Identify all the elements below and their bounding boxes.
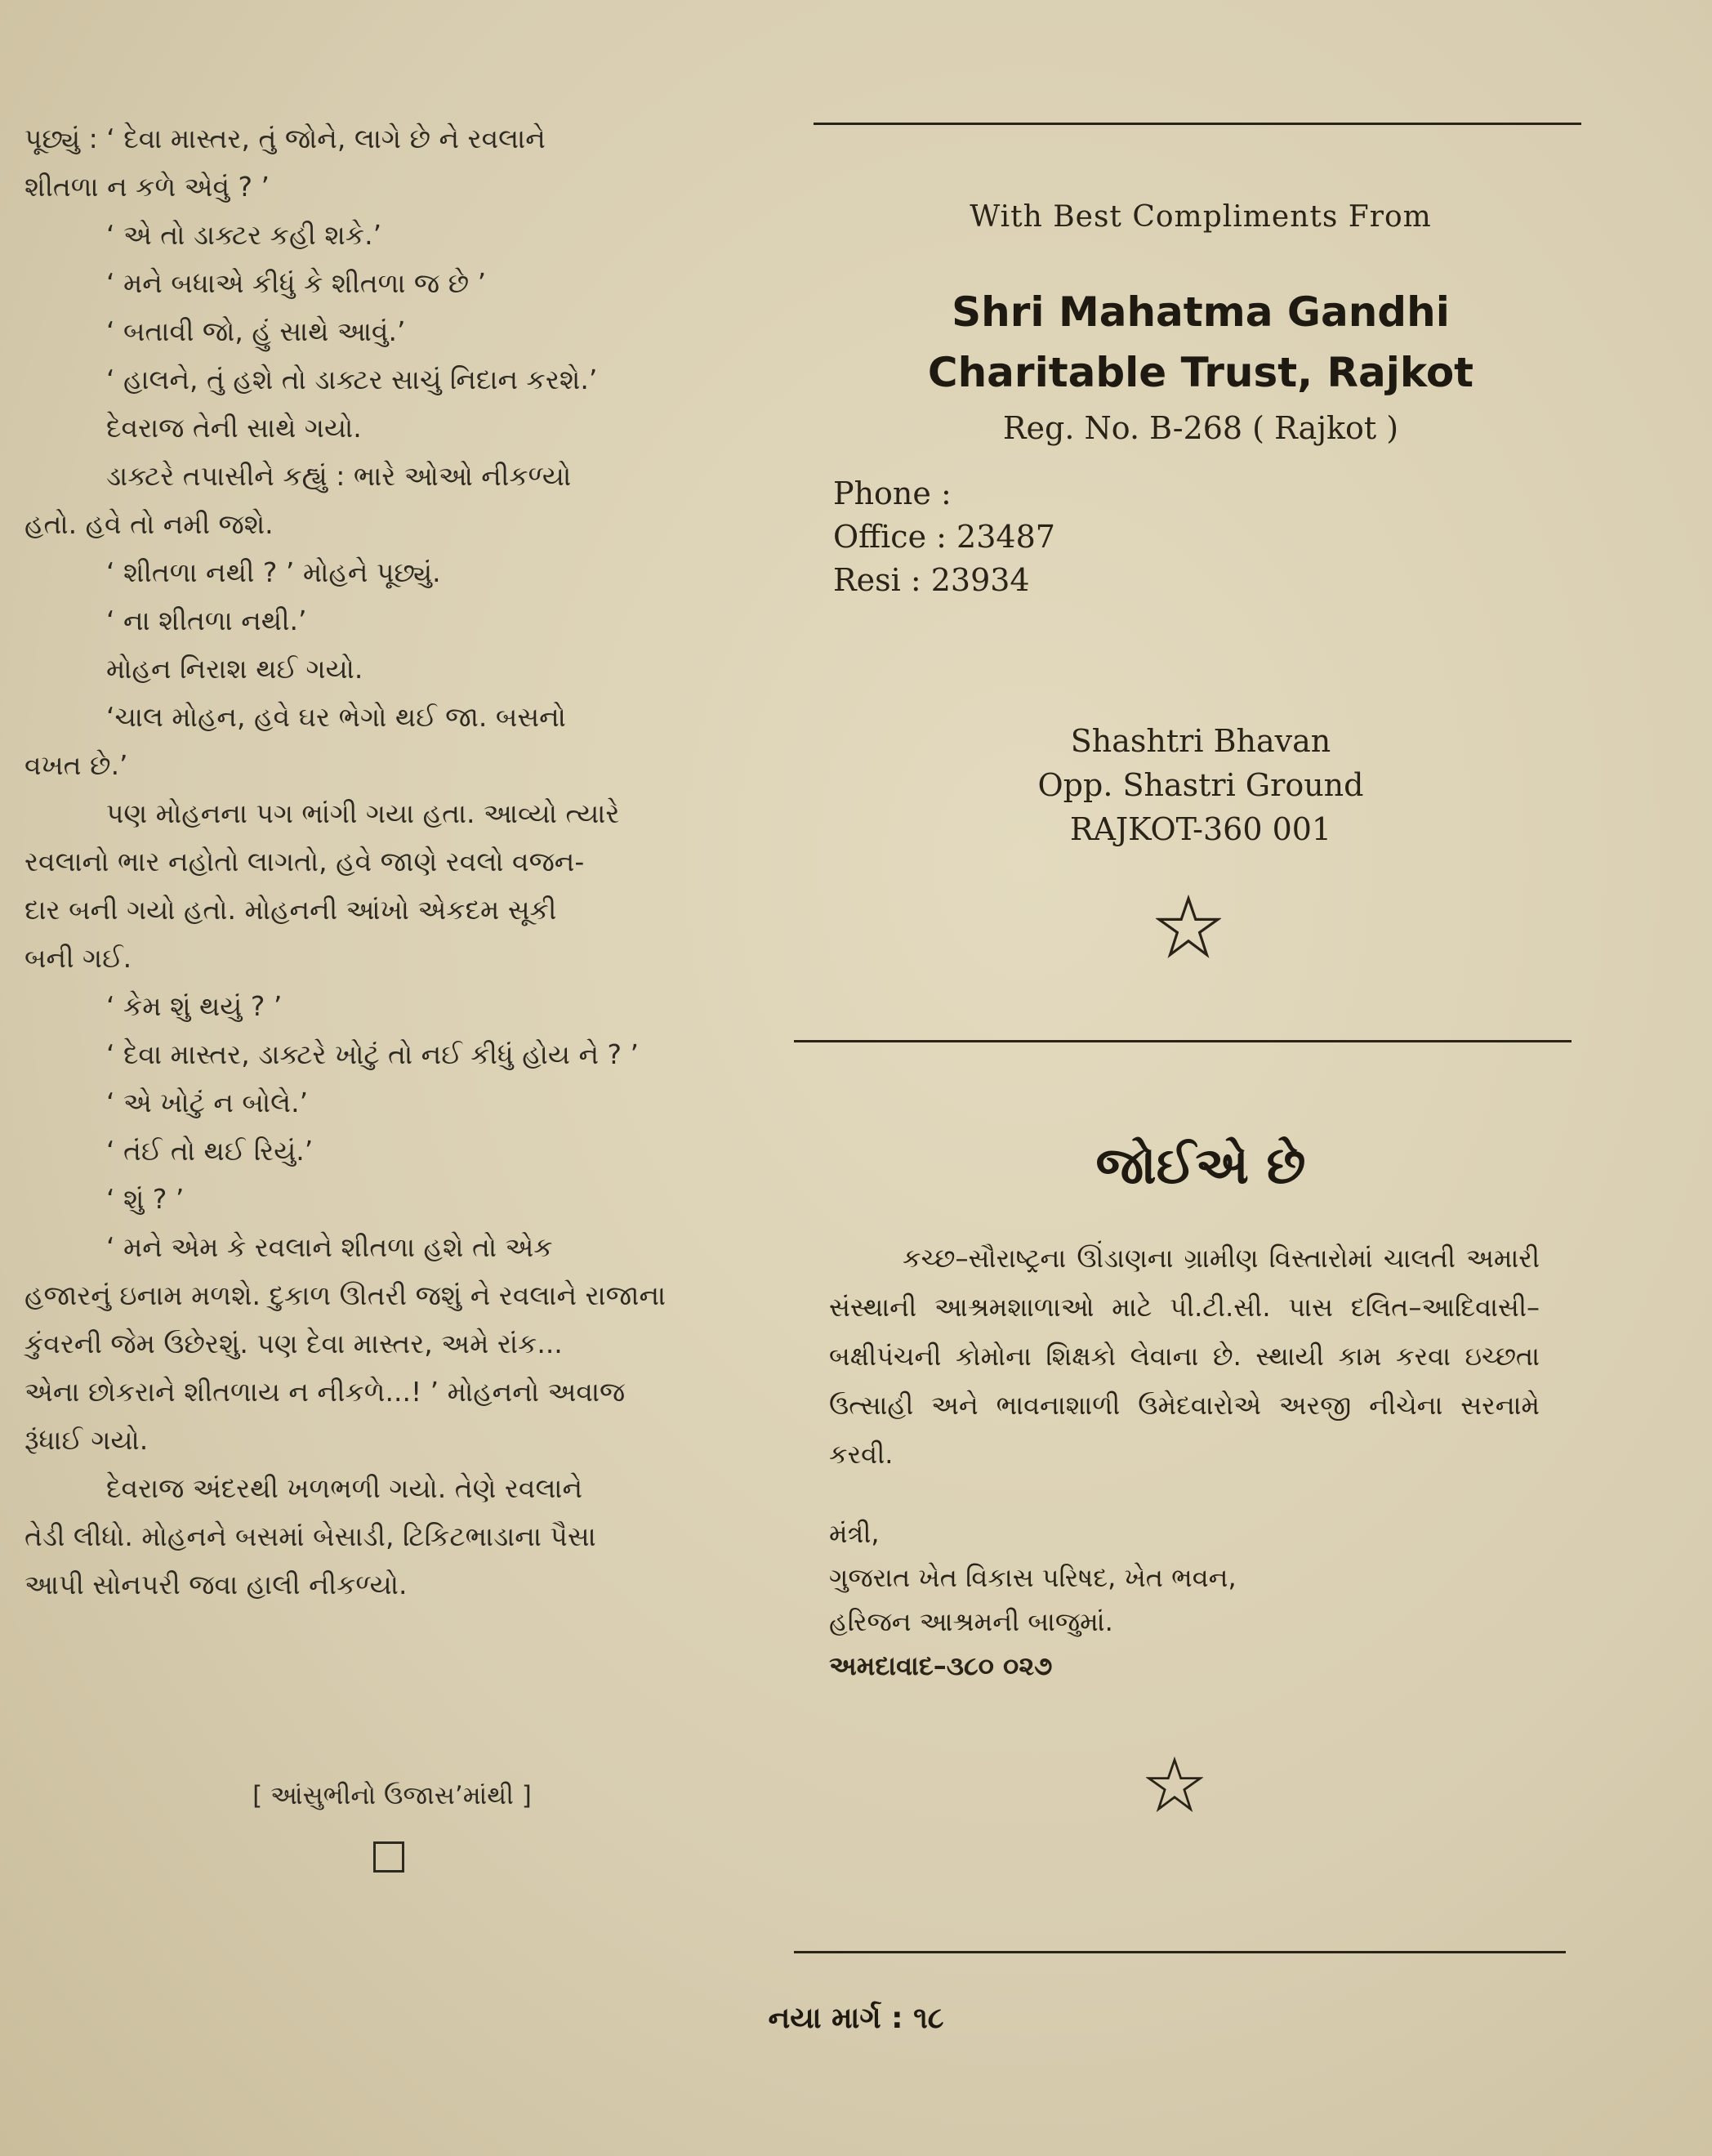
ad-title-line-1: Shri Mahatma Gandhi (952, 288, 1450, 336)
story-line: દેવરાજ તેની સાથે ગયો. (106, 412, 362, 444)
story-line: આપી સોનપરી જવા હાલી નીકળ્યો. (25, 1569, 408, 1600)
notice-bottom-rule (794, 1951, 1566, 1953)
wanted-notice-address (829, 1511, 1540, 1688)
story-line: ‘ તંઈ તો થઈ રિયું.’ (106, 1135, 314, 1167)
page-footer: નયા માર્ગ : ૧૮ (768, 2002, 944, 2035)
story-line: ‘ બતાવી જો, હું સાથે આવું.’ (106, 315, 406, 347)
ad-phone-label: Phone : (833, 475, 952, 511)
star-ornament-icon (1156, 895, 1221, 960)
ad-residence-phone: Resi : 23934 (833, 562, 1030, 598)
star-ornament-icon (1146, 1756, 1203, 1814)
story-column (25, 114, 751, 1609)
ad-phone-block (833, 472, 1242, 602)
story-line: પણ મોહનના પગ ભાંગી ગયા હતા. આવ્યો ત્યારે (106, 797, 620, 829)
wanted-addr-line-2: ગુજરાત ખેત વિકાસ પરિષદ, ખેત ભવન, (829, 1562, 1237, 1593)
story-source-note: [ આંસુભીનો ઉજાસ’માંથી ] (252, 1781, 532, 1810)
ad-title-line-2: Charitable Trust, Rajkot (927, 349, 1474, 396)
story-line: ‘ મને બધાએ કીધું કે શીતળા જ છે ’ (106, 267, 487, 299)
ad-address-line-2: Opp. Shastri Ground (1037, 767, 1364, 803)
story-line: મોહન નિરાશ થઈ ગયો. (106, 653, 363, 685)
story-line: દાર બની ગયો હતો. મોહનની આંખો એકદમ સૂકી (25, 894, 557, 926)
story-line: ‘ એ તો ડાક્ટર કહી શકે.’ (106, 219, 382, 251)
story-line: તેડી લીધો. મોહનને બસમાં બેસાડી, ટિકિટભાડાના પૈસા (25, 1520, 596, 1552)
ad-address (809, 719, 1593, 851)
story-line: પૂછ્યું : ‘ દેવા માસ્તર, તું જોને, લાગે છે ને રવલાને (25, 123, 546, 154)
story-line: ‘ હાલને, તું હશે તો ડાક્ટર સાચું નિદાન કરશે.’ (106, 364, 598, 395)
wanted-addr-line-1: મંત્રી, (829, 1518, 880, 1549)
ad-address-line-1: Shashtri Bhavan (1070, 723, 1331, 759)
story-line: ડાક્ટરે તપાસીને કહ્યું : ભારે ઓઓ નીકળ્યો (106, 460, 572, 492)
ad-bottom-rule (794, 1040, 1572, 1042)
story-line: બની ગઈ. (25, 942, 132, 974)
story-end-mark (373, 1841, 404, 1873)
story-line: કુંવરની જેમ ઉછેરશું. પણ દેવા માસ્તર, અમે રાંક... (25, 1328, 563, 1359)
story-line: ‘ શું ? ’ (106, 1183, 185, 1215)
ad-top-rule (814, 123, 1581, 125)
wanted-addr-line-3: હરિજન આશ્રમની બાજુમાં. (829, 1606, 1113, 1637)
story-line: ‘ મને એમ કે રવલાને શીતળા હશે તો એક (106, 1231, 553, 1263)
story-line: ‘ચાલ મોહન, હવે ઘર ભેગો થઈ જા. બસનો (106, 701, 566, 733)
wanted-notice-title: જોઈએ છે (1095, 1136, 1306, 1195)
story-line: હતો. હવે તો નમી જશે. (25, 508, 274, 540)
story-line: હજારનું ઇનામ મળશે. દુકાળ ઊતરી જશું ને રવલાને રાજાના (25, 1279, 667, 1311)
story-line: ‘ એ ખોટું ન બોલે.’ (106, 1087, 309, 1118)
ad-office-phone: Office : 23487 (833, 519, 1055, 555)
story-line: દેવરાજ અંદરથી ખળભળી ગયો. તેણે રવલાને (106, 1472, 583, 1504)
story-line: ‘ શીતળા નથી ? ’ મોહને પૂછ્યું. (106, 556, 441, 588)
ad-registration: Reg. No. B-268 ( Rajkot ) (1002, 410, 1399, 446)
story-line: ‘ કેમ શું થયું ? ’ (106, 990, 283, 1022)
story-line: શીતળા ન કળે એવું ? ’ (25, 171, 270, 203)
ad-trust-name (809, 282, 1593, 403)
ad-compliments-line: With Best Compliments From (970, 200, 1432, 234)
story-line: એના છોકરાને શીતળાય ન નીકળે...! ’ મોહનનો અવાજ (25, 1376, 626, 1408)
wanted-addr-city: અમદાવાદ–૩૮૦ ૦૨૭ (829, 1650, 1053, 1681)
ad-address-line-3: RAJKOT-360 001 (1069, 811, 1332, 847)
story-line: રવલાનો ભાર નહોતો લાગતો, હવે જાણે રવલો વજન- (25, 846, 585, 877)
story-line: વખત છે.’ (25, 749, 128, 781)
wanted-notice-body: કચ્છ–સૌરાષ્ટ્રના ઊંડાણના ગ્રામીણ વિસ્તારોમાં ચાલતી અમારી સંસ્થાની આશ્રમશાળાઓ માટે પી.ટી.સી. પાસ દલિત–આદિવાસી–બક્ષીપંચની કોમોના શિક્ષકો લેવાના છે. સ્થાયી કામ કરવા ઇચ્છતા ઉત્સાહી અને ભાવનાશાળી ઉમેદવારોએ અરજી નીચેના સરનામે કરવી. (829, 1243, 1540, 1470)
story-line: રૂંધાઈ ગયો. (25, 1424, 149, 1456)
story-line: ‘ ના શીતળા નથી.’ (106, 605, 307, 636)
story-line: ‘ દેવા માસ્તર, ડાક્ટરે ખોટું તો નઈ કીધું હોય ને ? ’ (106, 1038, 640, 1070)
